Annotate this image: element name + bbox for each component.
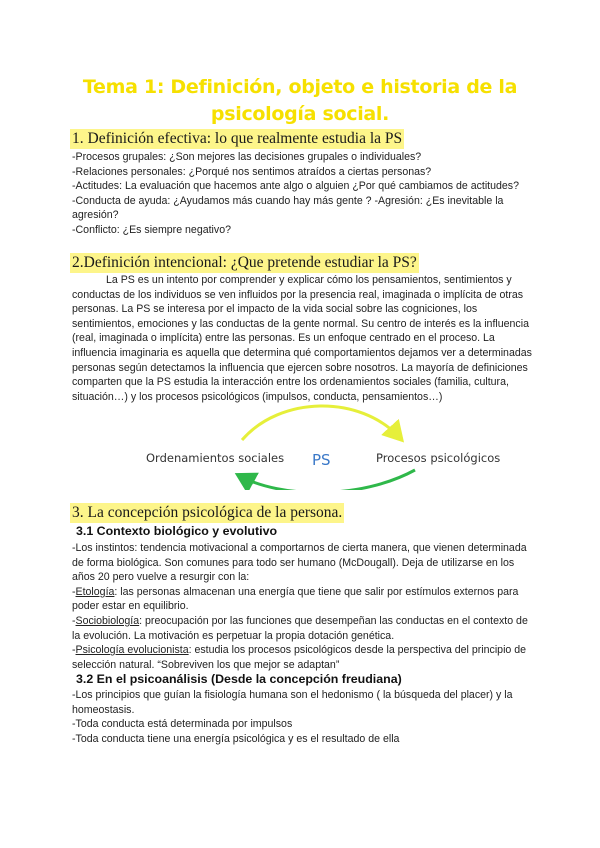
section-1-heading: 1. Definición efectiva: lo que realmente estudia la PS — [72, 130, 403, 147]
term-text: : las personas almacenan una energía que tiene que salir por estímulos externos para poder estar en equilibrio. — [72, 585, 519, 613]
section-1-list — [72, 150, 534, 238]
list-item: -Conducta de ayuda: ¿Ayudamos más cuando hay más gente ? -Agresión: ¿Es inevitable la agresión? — [72, 194, 504, 222]
term-psicologia-evolucionista: Psicología evolucionista — [75, 644, 189, 657]
diagram-right-label: Procesos psicológicos — [376, 451, 500, 465]
list-item: -Toda conducta tiene una energía psicológica y es el resultado de ella — [72, 732, 400, 745]
subsection-3-2-body — [72, 688, 534, 746]
bottom-arrow — [240, 470, 415, 490]
list-item: -Conflicto: ¿Es siempre negativo? — [72, 223, 231, 236]
term-text: : preocupación por las funciones que desempeñan las conductas en el contexto de la evolución. La motivación es perpetuar la propia dotación genética. — [72, 614, 528, 642]
diagram-left-label: Ordenamientos sociales — [146, 451, 285, 465]
diagram-center-label: PS — [312, 451, 331, 469]
list-item: -Etología: las personas almacenan una energía que tiene que salir por estímulos externos para poder estar en equilibrio. — [72, 585, 519, 613]
section-2-heading: 2.Definición intencional: ¿Que pretende estudiar la PS? — [72, 254, 417, 271]
list-item: -Sociobiología: preocupación por las funciones que desempeñan las conductas en el contexto de la evolución. La motivación es perpetuar la propia dotación genética. — [72, 614, 528, 642]
subsection-3-2-title: 3.2 En el psicoanálisis (Desde la concepción freudiana) — [76, 672, 402, 686]
top-arrow — [242, 406, 400, 440]
list-item: -Actitudes: La evaluación que hacemos ante algo o alguien ¿Por qué cambiamos de actitudes? — [72, 180, 519, 193]
section-3-heading: 3. La concepción psicológica de la persona. — [72, 504, 343, 521]
list-item: -Los principios que guían la fisiología humana son el hedonismo ( la búsqueda del placer) y la homeostasis. — [72, 689, 513, 716]
list-item: -Toda conducta está determinada por impulsos — [72, 718, 293, 731]
term-text: : estudia los procesos psicológicos desde la perspectiva del principio de selección natural. “Sobreviven los que mejor se adaptan” — [72, 644, 527, 671]
title-line-1: Tema 1: Definición, objeto e historia de la — [82, 76, 518, 98]
subsection-3-1-body — [72, 541, 534, 672]
list-item: -Relaciones personales: ¿Porqué nos sentimos atraídos a ciertas personas? — [72, 165, 432, 178]
title-line-2: psicología social. — [210, 103, 390, 125]
subsection-3-1-title: 3.1 Contexto biológico y evolutivo — [76, 524, 278, 538]
section-2-body — [72, 273, 534, 404]
section-2-paragraph: La PS es un intento por comprender y explicar cómo los pensamientos, sentimientos y conductas de los individuos se ven influidos por la presencia real, imaginada o implícita de otras personas. La PS se interesa por el impacto de la vida social sobre las cogniciones, los sentimientos, emociones y las conductas de la gente normal. Su centro de interés es la influencia (real, imaginada o implícita) entre las personas. Es un enfoque centrado en el proceso. La influencia imaginaria es aquella que determina qué comportamientos dejamos ver a determinadas personas según detectamos la influencia que ejercen sobre nosotros. La mayoría de definiciones comparten que la PS estudia la interacción entre los ordenamientos sociales (familia, cultura, situación…) y los procesos psicológicos (impulsos, conducta, pensamientos…) — [72, 274, 532, 403]
list-item: -Procesos grupales: ¿Son mejores las decisiones grupales o individuales? — [72, 151, 422, 163]
list-item: -Psicología evolucionista: estudia los procesos psicológicos desde la perspectiva del principio de selección natural. “Sobreviven los que mejor se adaptan” — [72, 644, 527, 671]
term-sociobiologia: Sociobiología — [75, 614, 140, 627]
ps-interaction-diagram — [130, 400, 500, 490]
instincts-paragraph: -Los instintos: tendencia motivacional a comportarnos de cierta manera, que vienen determinada de forma biológica. Son comunes para todo ser humano (McDougall). Deja de utilizarse en los años 20 pero vuelve a resurgir con la: — [72, 542, 527, 584]
term-etologia: Etología — [75, 585, 115, 598]
document-title — [60, 74, 540, 128]
